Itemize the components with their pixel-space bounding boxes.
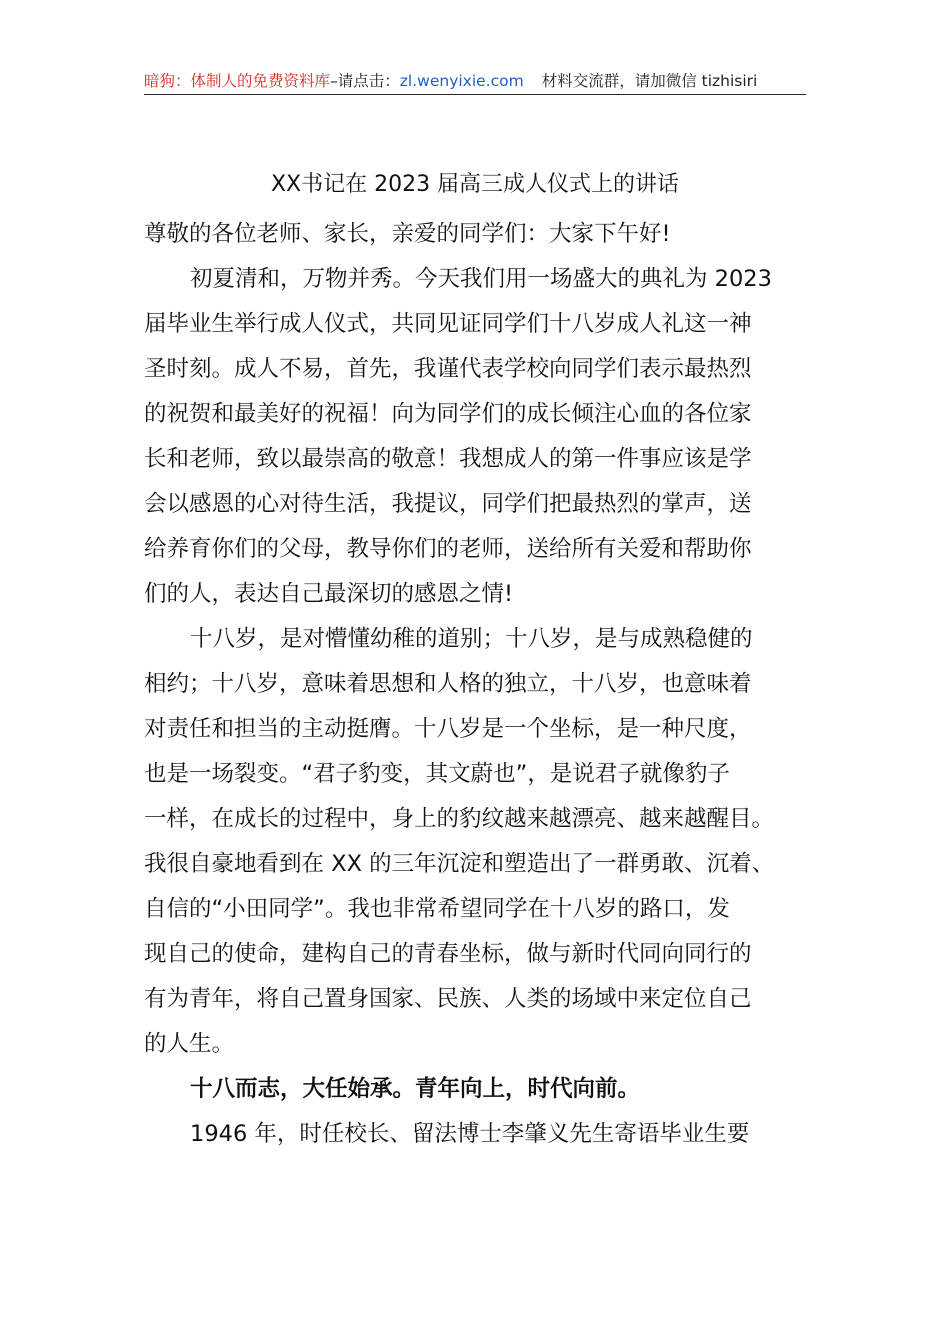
header-click-prefix: –请点击： [330, 72, 400, 90]
header-url-link[interactable]: zl.wenyixie.com [399, 72, 524, 90]
paragraph-line: 给养育你们的父母，教导你们的老师，送给所有关爱和帮助你 [144, 536, 752, 562]
document-body [144, 212, 812, 1157]
paragraph-line: 初夏清和，万物并秀。今天我们用一场盛大的典礼为 2023 [190, 266, 772, 292]
paragraph-line: 圣时刻。成人不易，首先，我谨代表学校向同学们表示最热烈 [144, 356, 752, 382]
paragraph-line: 十八岁，是对懵懂幼稚的道别；十八岁，是与成熟稳健的 [190, 626, 753, 652]
paragraph-line: 的人生。 [144, 1031, 235, 1057]
paragraph-line: 有为青年，将自己置身国家、民族、人类的场域中来定位自己 [144, 986, 752, 1012]
paragraph-line: 自信的“小田同学”。我也非常希望同学在十八岁的路口，发 [144, 896, 730, 922]
paragraph-line: 届毕业生举行成人仪式，共同见证同学们十八岁成人礼这一神 [144, 311, 752, 337]
paragraph-line: 我很自豪地看到在 XX 的三年沉淀和塑造出了一群勇敢、沉着、 [144, 851, 775, 877]
paragraph-line: 的祝贺和最美好的祝福！向为同学们的成长倾注心血的各位家 [144, 401, 752, 427]
section-heading: 十八而志，大任始承。青年向上，时代向前。 [190, 1076, 641, 1102]
paragraph-line: 长和老师，致以最崇高的敬意！我想成人的第一件事应该是学 [144, 446, 752, 472]
header-contact: 材料交流群，请加微信 tizhisiri [541, 72, 758, 90]
paragraph-line: 现自己的使命，建构自己的青春坐标，做与新时代同向同行的 [144, 941, 752, 967]
paragraph-line: 1946 年，时任校长、留法博士李肇义先生寄语毕业生要 [190, 1121, 750, 1147]
salutation-line: 尊敬的各位老师、家长，亲爱的同学们：大家下午好! [144, 221, 671, 247]
document-title: XX书记在 2023 届高三成人仪式上的讲话 [270, 172, 680, 197]
paragraph-line: 们的人，表达自己最深切的感恩之情! [144, 581, 514, 607]
paragraph-line: 一样，在成长的过程中，身上的豹纹越来越漂亮、越来越醒目。 [144, 806, 775, 832]
paragraph-line: 对责任和担当的主动挺膺。十八岁是一个坐标，是一种尺度， [144, 716, 752, 742]
page-header [144, 68, 806, 95]
paragraph-line: 相约；十八岁，意味着思想和人格的独立，十八岁，也意味着 [144, 671, 752, 697]
paragraph-line: 会以感恩的心对待生活，我提议，同学们把最热烈的掌声，送 [144, 491, 752, 517]
paragraph-line: 也是一场裂变。“君子豹变，其文蔚也”，是说君子就像豹子 [144, 761, 730, 787]
header-brand: 暗狗：体制人的免费资料库 [144, 72, 331, 90]
